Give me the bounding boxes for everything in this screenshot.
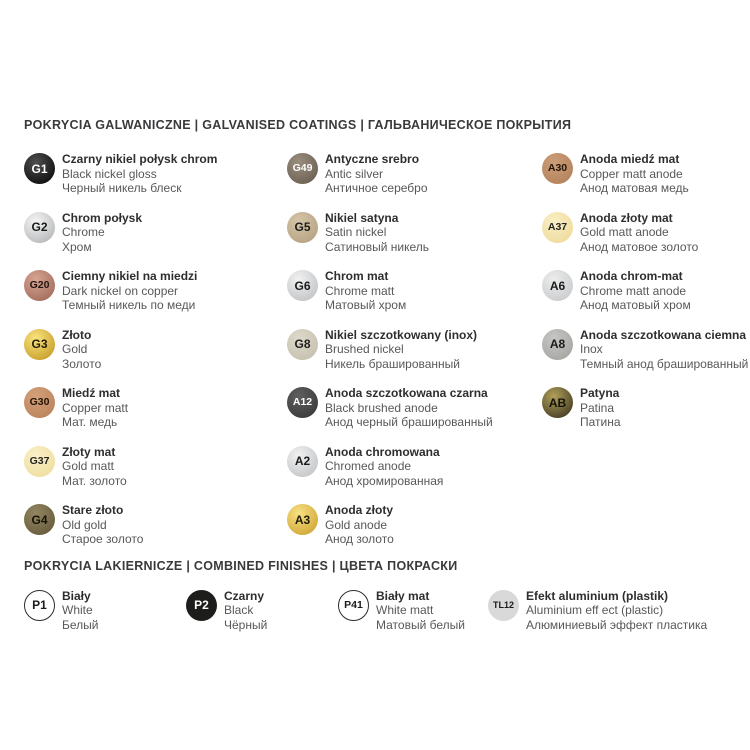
finish-swatch [24,387,55,418]
galvanised-grid [24,152,750,547]
finish-label-en: Black brushed anode [325,400,438,415]
finish-swatch [542,153,573,184]
finish-label-en: Old gold [62,517,107,532]
finish-title-pl: Biały mat [376,588,430,603]
page-content [24,118,750,632]
finish-title-pl: Anoda szczotkowana ciemna [580,327,747,342]
finish-code: P2 [194,598,209,612]
finish-label-ru: Матовый белый [376,617,465,632]
finish-labels [62,328,101,372]
finish-code: G3 [31,337,48,351]
finish-labels [224,589,267,633]
finish-swatch [542,270,573,301]
finish-swatch [24,504,55,535]
finish-label-en: Patina [580,400,615,415]
finish-title-pl: Stare złoto [62,503,124,517]
finish-title-pl: Nikiel satyna [325,210,399,225]
finish-label-ru: Мат. золото [62,473,127,488]
finish-labels [376,589,465,633]
finish-title-pl: Miedź mat [62,386,121,400]
finish-code: AB [548,395,567,410]
finish-code: G5 [294,220,311,234]
finish-label-ru: Алюминиевый эффект пластика [526,617,708,632]
finish-item [24,328,287,372]
finish-labels [62,211,142,255]
finish-item [287,328,542,372]
finish-label-ru: Старое золото [62,532,144,546]
finish-labels [325,152,428,196]
finish-title-pl: Złoto [62,327,92,342]
finish-label-ru: Темный никель по меди [62,298,196,312]
finish-swatch [287,212,318,243]
finish-item [287,269,542,313]
finish-item [24,503,287,547]
galvanised-column-3 [542,152,750,547]
finish-item [287,152,542,196]
finish-swatch [287,387,318,418]
finish-swatch [24,446,55,477]
finish-label-ru: Темный анод брашированный [580,356,749,371]
finish-item [542,211,750,255]
finish-item [287,386,542,430]
finish-label-en: Chrome matt anode [580,283,687,298]
finish-code: A3 [294,512,311,527]
finish-label-ru: Анод хромированная [325,473,444,488]
finish-label-en: Chromed anode [325,459,412,473]
finish-labels [580,386,621,430]
finish-code: G4 [31,512,48,527]
finish-label-en: White matt [376,603,434,617]
finish-code: A37 [547,220,568,233]
lacquer-row [24,589,750,633]
finish-label-en: Brushed nickel [325,342,404,356]
finish-labels [325,445,443,489]
finish-swatch [488,590,519,621]
finish-labels [62,503,143,547]
finish-labels [325,328,477,372]
finish-label-en: Inox [580,342,603,356]
finish-swatch [186,590,217,621]
finish-item [338,589,488,633]
finish-label-en: Aluminium eff ect (plastic) [526,603,664,617]
finish-title-pl: Efekt aluminium (plastik) [526,588,669,603]
finish-labels [325,211,429,255]
finish-label-ru: Анод золото [325,532,394,546]
galvanised-column-1 [24,152,287,547]
finish-code: G8 [294,337,311,351]
finish-code: G2 [31,220,48,234]
finish-swatch [287,270,318,301]
finish-swatch [542,212,573,243]
finish-label-en: Gold anode [325,517,388,532]
finish-title-pl: Ciemny nikiel na miedzi [62,269,198,283]
finish-label-ru: Белый [62,617,99,632]
finish-title-pl: Patyna [580,386,620,400]
finish-title-pl: Antyczne srebro [325,152,420,166]
finish-label-en: White [62,603,93,617]
finish-label-en: Copper matt anode [580,166,683,181]
finish-title-pl: Chrom mat [325,269,389,283]
finish-title-pl: Złoty mat [62,444,116,459]
finish-code: A2 [294,454,311,468]
finish-swatch [542,329,573,360]
finish-code: G20 [29,279,50,292]
finish-label-en: Black nickel gloss [62,166,157,181]
finish-code: P1 [32,598,47,612]
finish-labels [325,269,406,313]
finish-item [287,211,542,255]
finish-title-pl: Anoda szczotkowana czarna [325,386,488,400]
finish-labels [62,445,127,489]
finish-label-ru: Чёрный [224,617,268,632]
finish-code: A6 [549,278,566,293]
finish-title-pl: Anoda chromowana [325,444,440,459]
finish-item [542,386,750,430]
finish-label-en: Dark nickel on copper [62,283,179,298]
finish-swatch [287,329,318,360]
finish-item [542,328,750,372]
finish-label-ru: Античное серебро [325,181,428,195]
finish-item [186,589,338,633]
finish-label-ru: Черный никель блеск [62,181,182,195]
finish-label-en: Chrome matt [325,283,395,298]
section-header-galvanised: POKRYCIA GALWANICZNE | GALVANISED COATINGS | ГАЛЬВАНИЧЕСКОЕ ПОКРЫТИЯ [24,118,572,132]
finish-item [24,386,287,430]
finish-labels [580,152,689,196]
finish-title-pl: Chrom połysk [62,210,143,225]
finish-swatch [24,212,55,243]
finish-code: P41 [344,598,363,611]
finish-title-pl: Anoda złoty mat [580,210,673,225]
finish-item [24,589,186,633]
finish-title-pl: Anoda miedź mat [580,152,680,166]
finish-title-pl: Czarny nikiel połysk chrom [62,152,218,166]
finish-item [488,589,707,633]
finish-item [287,445,542,489]
finish-labels [580,269,691,313]
finish-label-en: Gold [62,342,88,356]
finish-swatch [24,590,55,621]
finish-label-en: Black [224,603,254,617]
finish-swatch [24,153,55,184]
finish-code: TL12 [492,599,514,610]
finish-labels [580,328,748,372]
finish-title-pl: Anoda złoty [325,503,393,517]
section-header-lacquer: POKRYCIA LAKIERNICZE | COMBINED FINISHES | ЦВЕТА ПОКРАСКИ [24,558,458,573]
finish-labels [580,211,698,255]
finish-label-ru: Матовый хром [325,298,407,312]
finish-labels [325,503,394,547]
finish-swatch [24,329,55,360]
finish-code: A30 [547,162,568,175]
finish-title-pl: Nikiel szczotkowany (inox) [325,327,478,342]
finish-label-ru: Анод матовое золото [580,239,699,254]
finish-label-ru: Никель брашированный [325,356,461,371]
finish-item [542,269,750,313]
finish-code: A8 [549,337,566,351]
finish-label-en: Chrome [62,225,105,239]
finish-label-ru: Анод черный брашированный [325,415,493,429]
finish-labels [62,269,197,313]
finish-label-ru: Анод матовая медь [580,181,689,195]
finish-labels [62,386,128,430]
finish-swatch [338,590,369,621]
galvanised-column-2 [287,152,542,547]
finish-labels [325,386,493,430]
finish-label-ru: Сатиновый никель [325,239,429,254]
finish-labels [62,152,217,196]
finish-label-en: Satin nickel [325,225,387,239]
finish-title-pl: Czarny [224,588,265,603]
finish-label-en: Copper matt [62,400,129,415]
finish-labels [62,589,98,633]
finish-item [24,211,287,255]
finish-item [24,152,287,196]
finish-title-pl: Anoda chrom-mat [580,269,683,283]
finish-label-en: Gold matt [62,459,115,473]
finish-label-en: Gold matt anode [580,225,669,239]
finish-label-ru: Патина [580,415,621,429]
finish-swatch [287,504,318,535]
finish-label-ru: Золото [62,356,102,371]
finish-code: A12 [292,396,313,409]
finish-swatch [24,270,55,301]
finish-label-ru: Анод матовый хром [580,298,691,312]
finish-label-en: Antic silver [325,166,384,181]
finish-item [287,503,542,547]
finish-code: G37 [29,454,50,467]
finish-item [24,269,287,313]
finish-labels [526,589,707,633]
finish-code: G6 [294,278,311,293]
finish-code: G30 [29,396,50,409]
finish-code: G1 [31,161,48,176]
finish-item [24,445,287,489]
finish-swatch [287,446,318,477]
finish-code: G49 [292,162,313,175]
finish-label-ru: Мат. медь [62,415,118,429]
finish-title-pl: Biały [62,588,91,603]
finish-swatch [542,387,573,418]
finish-item [542,152,750,196]
finish-swatch [287,153,318,184]
finish-label-ru: Хром [62,239,92,254]
